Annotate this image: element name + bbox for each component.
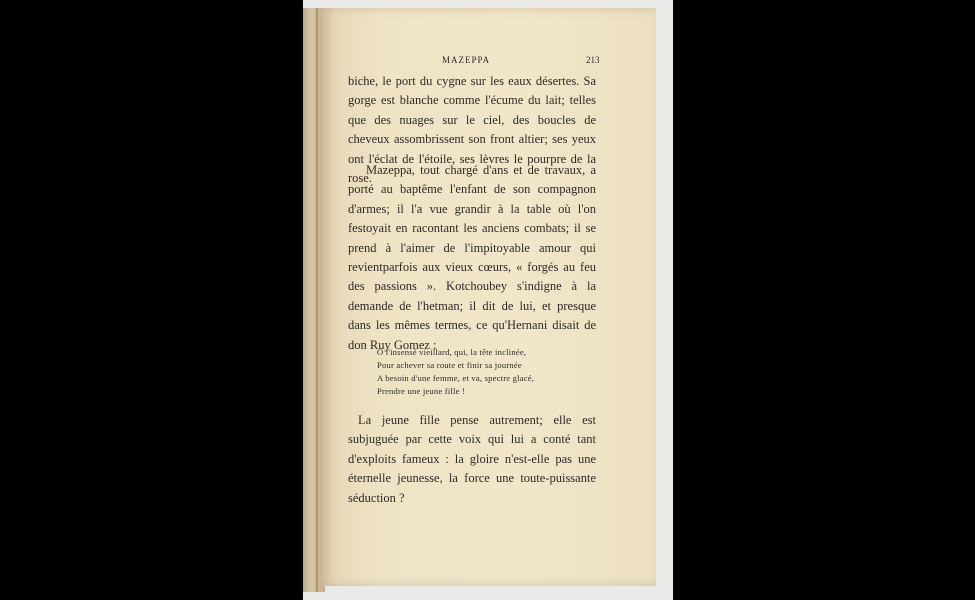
- verse-line: Pour achever sa route et finir sa journée: [377, 360, 522, 370]
- book-page: [322, 8, 656, 586]
- verse-line: O l'insensé vieillard, qui, la tête inclinée,: [377, 347, 527, 357]
- page-header: [322, 55, 656, 69]
- paragraph-1: biche, le port du cygne sur les eaux désertes. Sa gorge est blanche comme l'écume du lait; telles que des nuages sur le ciel, des boucles de cheveux assombrissent son front altier; ses yeux ont l'éclat de l'étoile, ses lèvres le pourpre de la rose.: [348, 74, 596, 186]
- verse-line: Prendre une jeune fille !: [377, 386, 466, 396]
- verse-line: A besoin d'une femme, et va, spectre glacé,: [377, 373, 535, 383]
- page-number: 213: [586, 55, 600, 65]
- page-edge: [316, 8, 318, 592]
- verse-quote: [377, 346, 597, 398]
- running-title: MAZEPPA: [442, 55, 491, 65]
- paragraph-2: Mazeppa, tout chargé d'ans et de travaux, a porté au baptême l'enfant de son compagnon d'armes; il l'a vue grandir à la table où l'on festoyait en racontant les anciens combats; il se prend à l'aimer de l'impitoyable amour qui revientparfois aux vieux cœurs, « forgés au feu des passions ». Kotchoubey s'indigne à la demande de l'hetman; il dit de lui, et presque dans les mêmes termes, ce qu'Hernani disait de don Ruy Gomez :: [348, 163, 596, 352]
- paragraph-3: La jeune fille pense autrement; elle est subjuguée par cette voix qui lui a conté tant d'exploits fameux : la gloire n'est-elle pas une éternelle jeunesse, la force une toute-puissante séduction ?: [348, 413, 596, 505]
